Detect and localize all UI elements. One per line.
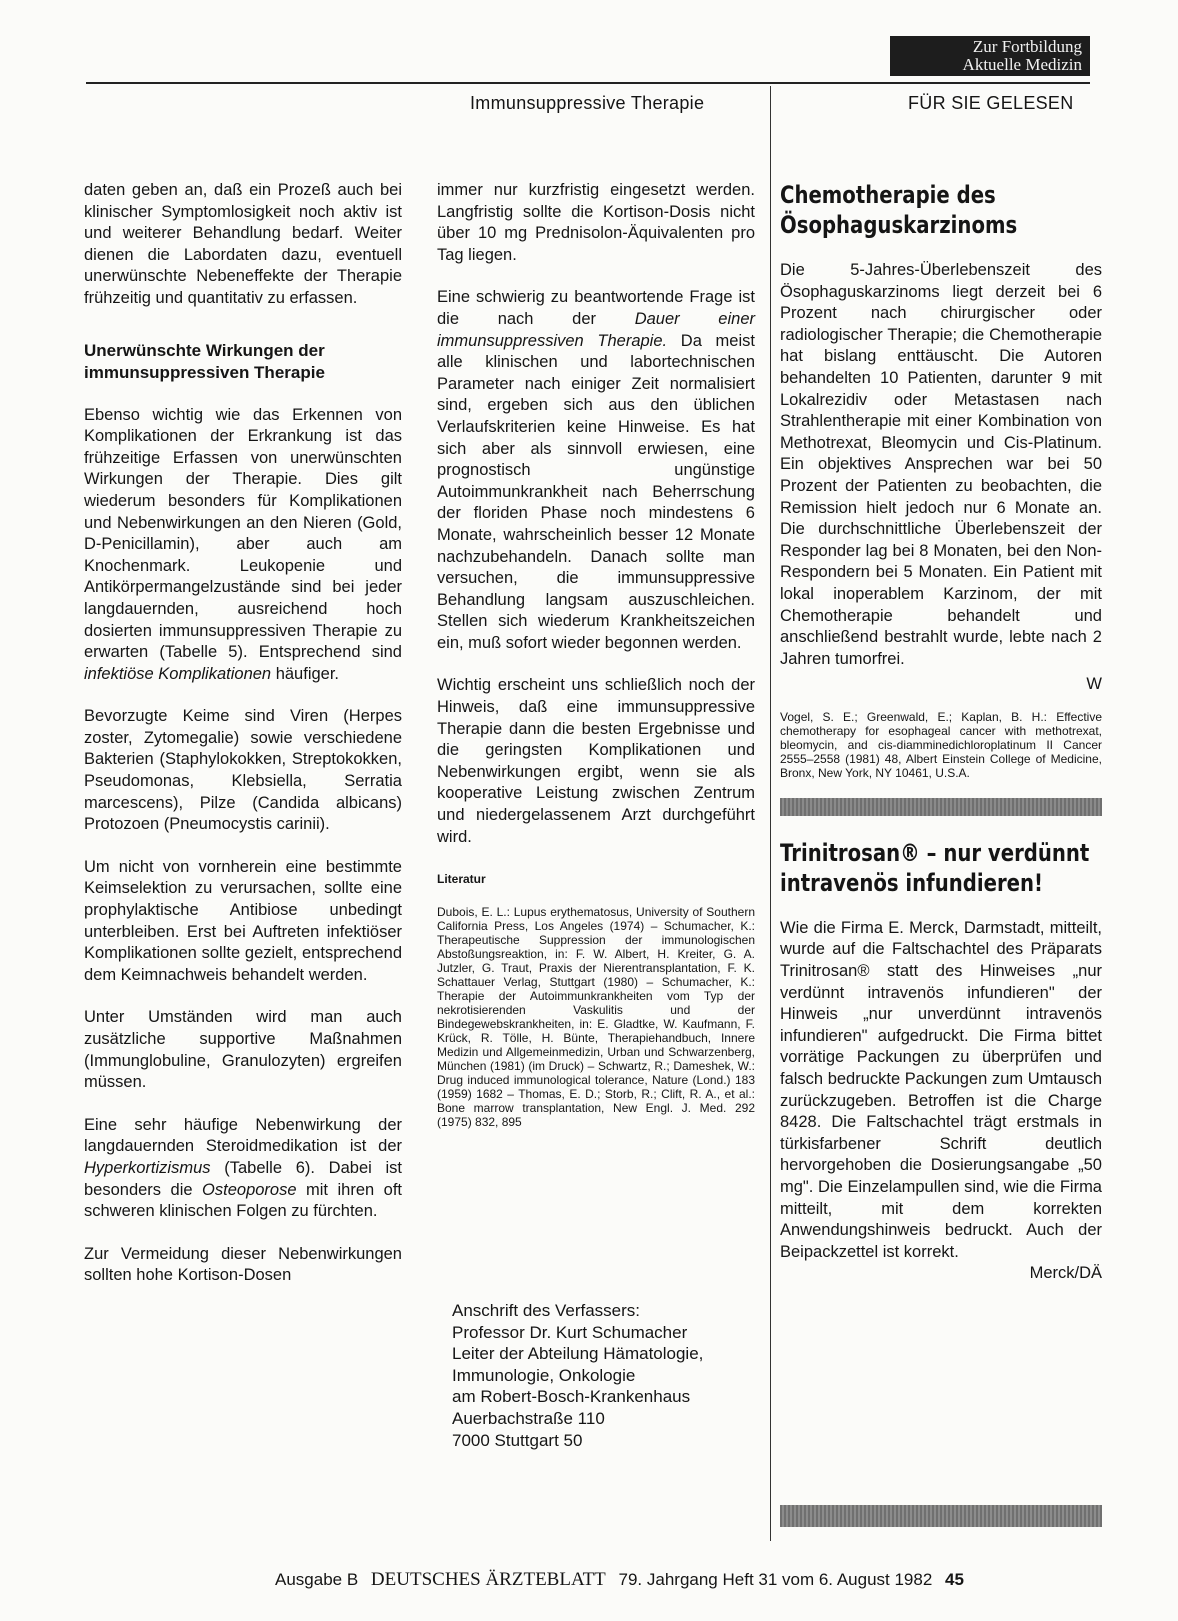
- emphasis: Dauer einer immunsuppressiven Therapie.: [437, 309, 755, 350]
- footer-journal: DEUTSCHES ÄRZTEBLATT: [370, 1569, 606, 1590]
- text: Eine schwierig zu beantwortende Frage ist die nach der: [437, 288, 755, 328]
- page-number: 45: [945, 1570, 964, 1589]
- author-address: [452, 1300, 772, 1451]
- emphasis: Hyperkortizismus: [84, 1158, 211, 1177]
- paragraph: Um nicht von vornherein eine bestimmte Keimselektion zu verursachen, sollte eine prophylaktische Antibiose unbedingt unterbleiben. Erst bei Auftreten infektiöser Komplikationen sollte gezielt, entsprechend dem Keimnachweis behandelt werden.: [84, 857, 402, 984]
- address-line: 7000 Stuttgart 50: [452, 1430, 583, 1450]
- address-line: Immunologie, Onkologie: [452, 1365, 636, 1385]
- page-footer: [275, 1569, 964, 1591]
- footer-issue: 79. Jahrgang Heft 31 vom 6. August 1982: [618, 1570, 933, 1589]
- paragraph: Wichtig erscheint uns schließlich noch der Hinweis, daß eine immunsuppressive Therapie dann die besten Ergebnisse und die geringsten Komplikationen und Nebenwirkungen ergibt, wenn sie als kooperative Leistung zwischen Zentrum und niedergelassenem Arzt durchgeführt wird.: [437, 676, 755, 846]
- footer-edition: Ausgabe B: [275, 1570, 359, 1589]
- article-reference: Vogel, S. E.; Greenwald, E.; Kaplan, B. H.: Effective chemotherapy for esophageal cancer with methotrexat, bleomycin, and cis-diamminedichloroplatinum II Cancer 2555–2558 (1981) 48, Albert Einstein College of Medicine, Bronx, New York, NY 10461, U.S.A.: [780, 709, 1102, 780]
- section-tag: [890, 36, 1090, 76]
- column-2: [437, 180, 755, 1129]
- text: (Tabelle 6). Dabei ist besonders die: [84, 1158, 402, 1199]
- literature-references: Dubois, E. L.: Lupus erythematosus, University of Southern California Press, Los Angeles (1974) – Schumacher, K.: Therapeutische Suppression der immunologischen Abstoßungsreaktion, in: F. W. Albert, H. Kreiter, G. A. Jutzler, G. Traut, Praxis der Nierentransplantation, F. K. Schattauer Verlag, Stuttgart (1980) – Schumacher, K.: Therapie der Autoimmunkrankheiten vom Typ der nekrotisierenden Vaskulitis und der Bindegewebskrankheiten, in: E. Gladtke, W. Kaufmann, F. Krück, R. Tölle, H. Bünte, Therapiehandbuch, Innere Medizin und Allgemeinmedizin, Urban und Schwarzenberg, München (1981) (im Druck) – Schwartz, R.; Dameshek, W.: Drug induced immunological tolerance, Nature (Lond.) 183 (1959) 1682 – Thomas, E. D.; Storb, R.; Clift, R. A., et al.: Bone marrow transplantation, New Engl. J. Med. 292 (1975) 832, 895: [437, 904, 755, 1129]
- section-tag-line2: Aktuelle Medizin: [962, 55, 1082, 74]
- running-title-right: FÜR SIE GELESEN: [908, 93, 1074, 113]
- paragraph: Die 5-Jahres-Überlebenszeit des Ösophaguskarzinoms liegt derzeit bei 6 Prozent nach chirurgischer oder radiologischer Therapie; die Chemotherapie hat bislang enttäuscht. Die Autoren behandelten 10 Patienten, darunter 9 mit Lokalrezidiv oder Metastasen nach Strahlentherapie mit einer Kombination von Methotrexat, Bleomycin und Cis-Platinum. Ein objektives Ansprechen war bei 50 Prozent der Patienten zu beobachten, die Remission hielt jedoch nur 6 Monate an. Die durchschnittliche Überlebenszeit der Responder lag bei 8 Monaten, bei den Non-Respondern bei 5 Monaten. Ein Patient mit lokal inoperablem Karzinom, der mit Chemotherapie behandelt und anschließend bestrahlt wurde, lebte nach 2 Jahren tumorfrei.: [780, 261, 1102, 668]
- article-signature: Merck/DÄ: [1029, 1264, 1102, 1283]
- header-rule: [86, 82, 1090, 84]
- address-line: Anschrift des Verfassers:: [452, 1301, 641, 1320]
- separator-bar: [780, 798, 1102, 816]
- paragraph: immer nur kurzfristig eingesetzt werden. Langfristig sollte die Kortison-Dosis nicht über 10 mg Prednisolon-Äquivalenten pro Tag liegen.: [437, 181, 755, 264]
- separator-bar: [780, 1505, 1102, 1527]
- section-tag-line1: Zur Fortbildung: [972, 37, 1082, 56]
- paragraph: Zur Vermeidung dieser Nebenwirkungen sollten hohe Kortison-Dosen: [84, 1244, 402, 1285]
- paragraph: Unter Umständen wird man auch zusätzliche supportive Maßnahmen (Immunglobuline, Granulozyten) ergreifen müssen.: [84, 1008, 402, 1092]
- text: Eine sehr häufige Nebenwirkung der langdauernden Steroidmedikation ist der: [84, 1115, 402, 1156]
- column-1: [84, 180, 402, 1308]
- column-3: [780, 180, 1102, 1285]
- paragraph: Bevorzugte Keime sind Viren (Herpes zoster, Zytomegalie) sowie verschiedene Bakterien (Staphylokokken, Streptokokken, Pseudomonas, Klebsiella, Serratia marcescens), Pilze (Candida albicans) Protozoen (Pneumocystis carinii).: [84, 707, 402, 834]
- emphasis: infektiöse Komplikationen: [84, 664, 272, 683]
- running-title-left: Immunsuppressive Therapie: [470, 93, 705, 113]
- text: Ebenso wichtig wie das Erkennen von Komplikationen der Erkrankung ist das frühzeitige Erfassen von unerwünschten Wirkungen der Therapie. Dies gilt wiederum besonders für Komplikationen und Nebenwirkungen an den Nieren (Gold, D-Penicillamin), aber auch am Knochenmark. Leukopenie und Antikörpermangelzustände sind bei jeder langdauernden, ausreichend hoch dosierten immunsuppressiven Therapie zu erwarten (Tabelle 5). Entsprechend sind: [84, 405, 402, 662]
- paragraph: daten geben an, daß ein Prozeß auch bei klinischer Symptomlosigkeit noch aktiv ist und weiterer Behandlung bedarf. Weiter dienen die Labordaten dazu, eventuell unerwünschte Nebeneffekte der Therapie frühzeitig und quantitativ zu erfassen.: [84, 181, 402, 307]
- paragraph: [84, 405, 402, 686]
- article-signature: W: [1086, 675, 1102, 694]
- article-headline: Chemotherapie des Ösophaguskarzinoms: [780, 181, 1018, 239]
- paragraph: [437, 287, 755, 654]
- paragraph: [84, 1115, 402, 1223]
- article-headline: Trinitrosan® – nur verdünnt intravenös infundieren!: [780, 838, 1090, 897]
- address-line: Professor Dr. Kurt Schumacher: [452, 1322, 688, 1342]
- address-line: am Robert-Bosch-Krankenhaus: [452, 1387, 691, 1407]
- text: häufiger.: [275, 664, 340, 683]
- text: mit ihren oft schweren klinischen Folgen zu fürchten.: [84, 1180, 402, 1221]
- emphasis: Osteoporose: [202, 1180, 297, 1199]
- address-line: Auerbachstraße 110: [452, 1408, 605, 1428]
- text: Da meist alle klinischen und labortechnischen Parameter nach einiger Zeit normalisiert sind, ergeben sich aus den üblichen Verlaufskriterien keine Hinweise. Es hat sich aber als sinnvoll erwiesen, eine prognostisch ungünstige Autoimmunkrankheit nach Beherrschung der floriden Phase noch mindestens 6 Monate, wahrscheinlich besser 12 Monate nachzubehandeln. Danach sollte man versuchen, die immunsuppressive Behandlung langsam auszuschleichen. Stellen sich wiederum Krankheitszeichen ein, muß sofort wieder begonnen werden.: [437, 331, 755, 652]
- literature-heading: Literatur: [437, 872, 486, 887]
- section-heading: Unerwünschte Wirkungen der immunsuppressiven Therapie: [84, 340, 325, 382]
- address-line: Leiter der Abteilung Hämatologie,: [452, 1344, 704, 1364]
- paragraph: Wie die Firma E. Merck, Darmstadt, mitteilt, wurde auf die Faltschachtel des Präparats Trinitrosan® statt des Hinweises „nur verdünnt intravenös infundieren" der Hinweis „nur unverdünnt intravenös infundieren" aufgedruckt. Die Firma bittet vorrätige Packungen zu überprüfen und falsch bedruckte Packungen zum Umtausch zurückzugeben. Betroffen ist die Charge 8428. Die Faltschachtel trägt erstmals in türkisfarbener Schrift deutlich hervorgehoben die Dosierungsangabe „50 mg". Die Einzelampullen sind, wie die Firma mitteilt, mit dem korrekten Anwendungshinweis bedruckt. Auch der Beipackzettel ist korrekt.: [780, 918, 1102, 1261]
